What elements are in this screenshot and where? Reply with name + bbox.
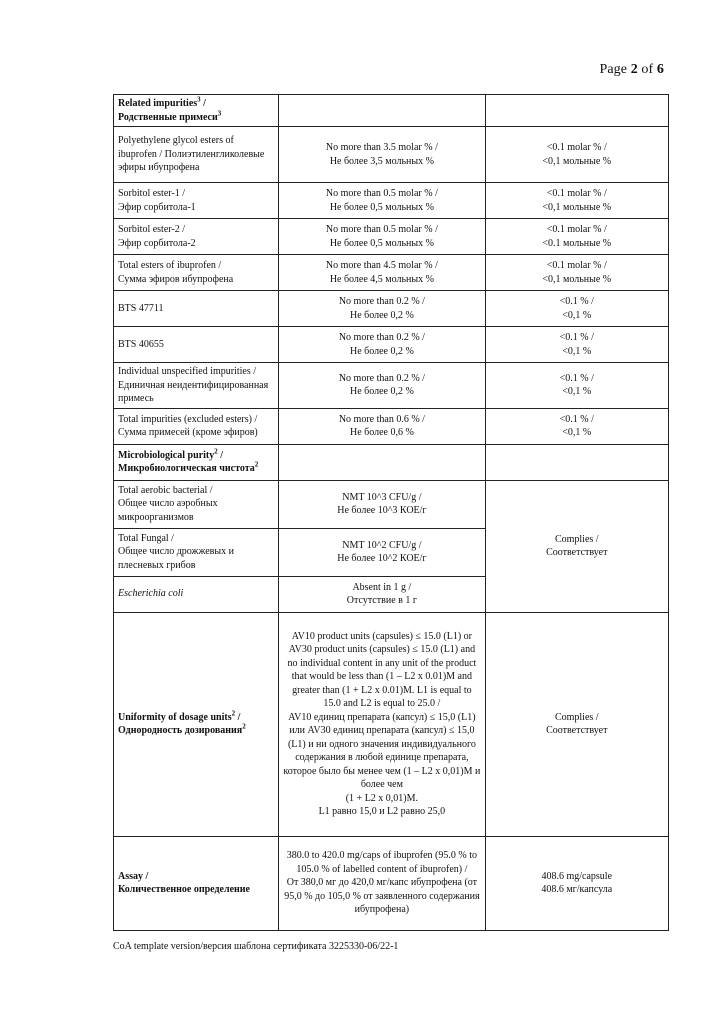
result: <0.1 molar % / <0,1 мольные %: [485, 255, 668, 291]
table-row: [114, 291, 669, 327]
table-row: [114, 836, 669, 930]
result: <0.1 molar % / <0,1 мольные %: [485, 183, 668, 219]
specification: 380.0 to 420.0 mg/caps of ibuprofen (95.0 % to 105.0 % of labelled content of ibuprofen) / От 380,0 мг до 420,0 мг/капс ибупрофена (от 95,0 % до 105,0 % от заявленного содержания ибупрофена): [279, 836, 485, 930]
test-name: Sorbitol ester-1 / Эфир сорбитола-1: [114, 183, 279, 219]
specification: No more than 0.2 % / Не более 0,2 %: [279, 327, 485, 363]
specification: NMT 10^3 CFU/g / Не более 10^3 КОЕ/г: [279, 480, 485, 528]
table-row: [114, 408, 669, 444]
specification: Absent in 1 g / Отсутствие в 1 г: [279, 576, 485, 612]
result: Complies / Соответствует: [485, 480, 668, 612]
section-related-impurities: Related impurities$^3$ / Родственные примеси$^3$: [114, 95, 279, 127]
test-name: Sorbitol ester-2 / Эфир сорбитола-2: [114, 219, 279, 255]
table-row: [114, 95, 669, 127]
table-row: [114, 612, 669, 836]
specification: No more than 3.5 molar % / Не более 3,5 мольных %: [279, 127, 485, 183]
test-name: BTS 40655: [114, 327, 279, 363]
table-row: [114, 444, 669, 480]
test-name: Individual unspecified impurities / Единичная неидентифицированная примесь: [114, 363, 279, 409]
test-name: Total aerobic bacterial / Общее число аэробных микроорганизмов: [114, 480, 279, 528]
coa-table: [113, 94, 669, 931]
test-name: Polyethylene glycol esters of ibuprofen / Полиэтиленгликолевые эфиры ибупрофена: [114, 127, 279, 183]
template-version-footer: CoA template version/версия шаблона сертификата 3225330-06/22-1: [113, 941, 399, 952]
specification: No more than 0.6 % / Не более 0,6 %: [279, 408, 485, 444]
test-name: Total impurities (excluded esters) / Сумма примесей (кроме эфиров): [114, 408, 279, 444]
test-name: Total Fungal / Общее число дрожжевых и плесневых грибов: [114, 528, 279, 576]
specification: No more than 0.5 molar % / Не более 0,5 мольных %: [279, 183, 485, 219]
specification: AV10 product units (capsules) ≤ 15.0 (L1) or AV30 product units (capsules) ≤ 15.0 (L1) and no individual content in any unit of the product that would be less than (1 – L2 x 0.01)M and greater than (1 + L2 x 0.01)M. L1 is equal to 15.0 and L2 is equal to 25.0 / AV10 единиц препарата (капсул) ≤ 15,0 (L1) или AV30 единиц препарата (капсул) ≤ 15,0 (L1) и ни одного значения индивидуального содержания в любой единице препарата, которое было бы менее чем (1 – L2 x 0,01)М и более чем (1 + L2 x 0,01)М. L1 равно 15,0 и L2 равно 25,0: [279, 612, 485, 836]
test-name: Total esters of ibuprofen / Сумма эфиров ибупрофена: [114, 255, 279, 291]
specification: NMT 10^2 CFU/g / Не более 10^2 КОЕ/г: [279, 528, 485, 576]
section-uniformity: Uniformity of dosage units$^2$ / Однородность дозирования$^2$: [114, 612, 279, 836]
section-assay: Assay / Количественное определение: [114, 836, 279, 930]
result: <0.1 molar % / <0,1 мольные %: [485, 127, 668, 183]
result: <0.1 % / <0,1 %: [485, 327, 668, 363]
table-row: [114, 219, 669, 255]
table-row: [114, 327, 669, 363]
specification: No more than 4.5 molar % / Не более 4,5 мольных %: [279, 255, 485, 291]
table-row: [114, 363, 669, 409]
specification: No more than 0.2 % / Не более 0,2 %: [279, 291, 485, 327]
result: 408.6 mg/capsule 408.6 мг/капсула: [485, 836, 668, 930]
result: <0.1 molar % / <0.1 мольные %: [485, 219, 668, 255]
result: Complies / Соответствует: [485, 612, 668, 836]
section-microbiological-purity: Microbiological purity$^2$ / Микробиологическая чистота$^2$: [114, 444, 279, 480]
specification: No more than 0.5 molar % / Не более 0,5 мольных %: [279, 219, 485, 255]
table-row: [114, 183, 669, 219]
table-row: [114, 127, 669, 183]
result: <0.1 % / <0,1 %: [485, 363, 668, 409]
table-row: [114, 255, 669, 291]
result: <0.1 % / <0,1 %: [485, 291, 668, 327]
test-name: Escherichia coli: [114, 576, 279, 612]
test-name: BTS 47711: [114, 291, 279, 327]
table-row: [114, 480, 669, 528]
page-number: Page 2 of 6: [599, 62, 664, 77]
result: <0.1 % / <0,1 %: [485, 408, 668, 444]
specification: No more than 0.2 % / Не более 0,2 %: [279, 363, 485, 409]
